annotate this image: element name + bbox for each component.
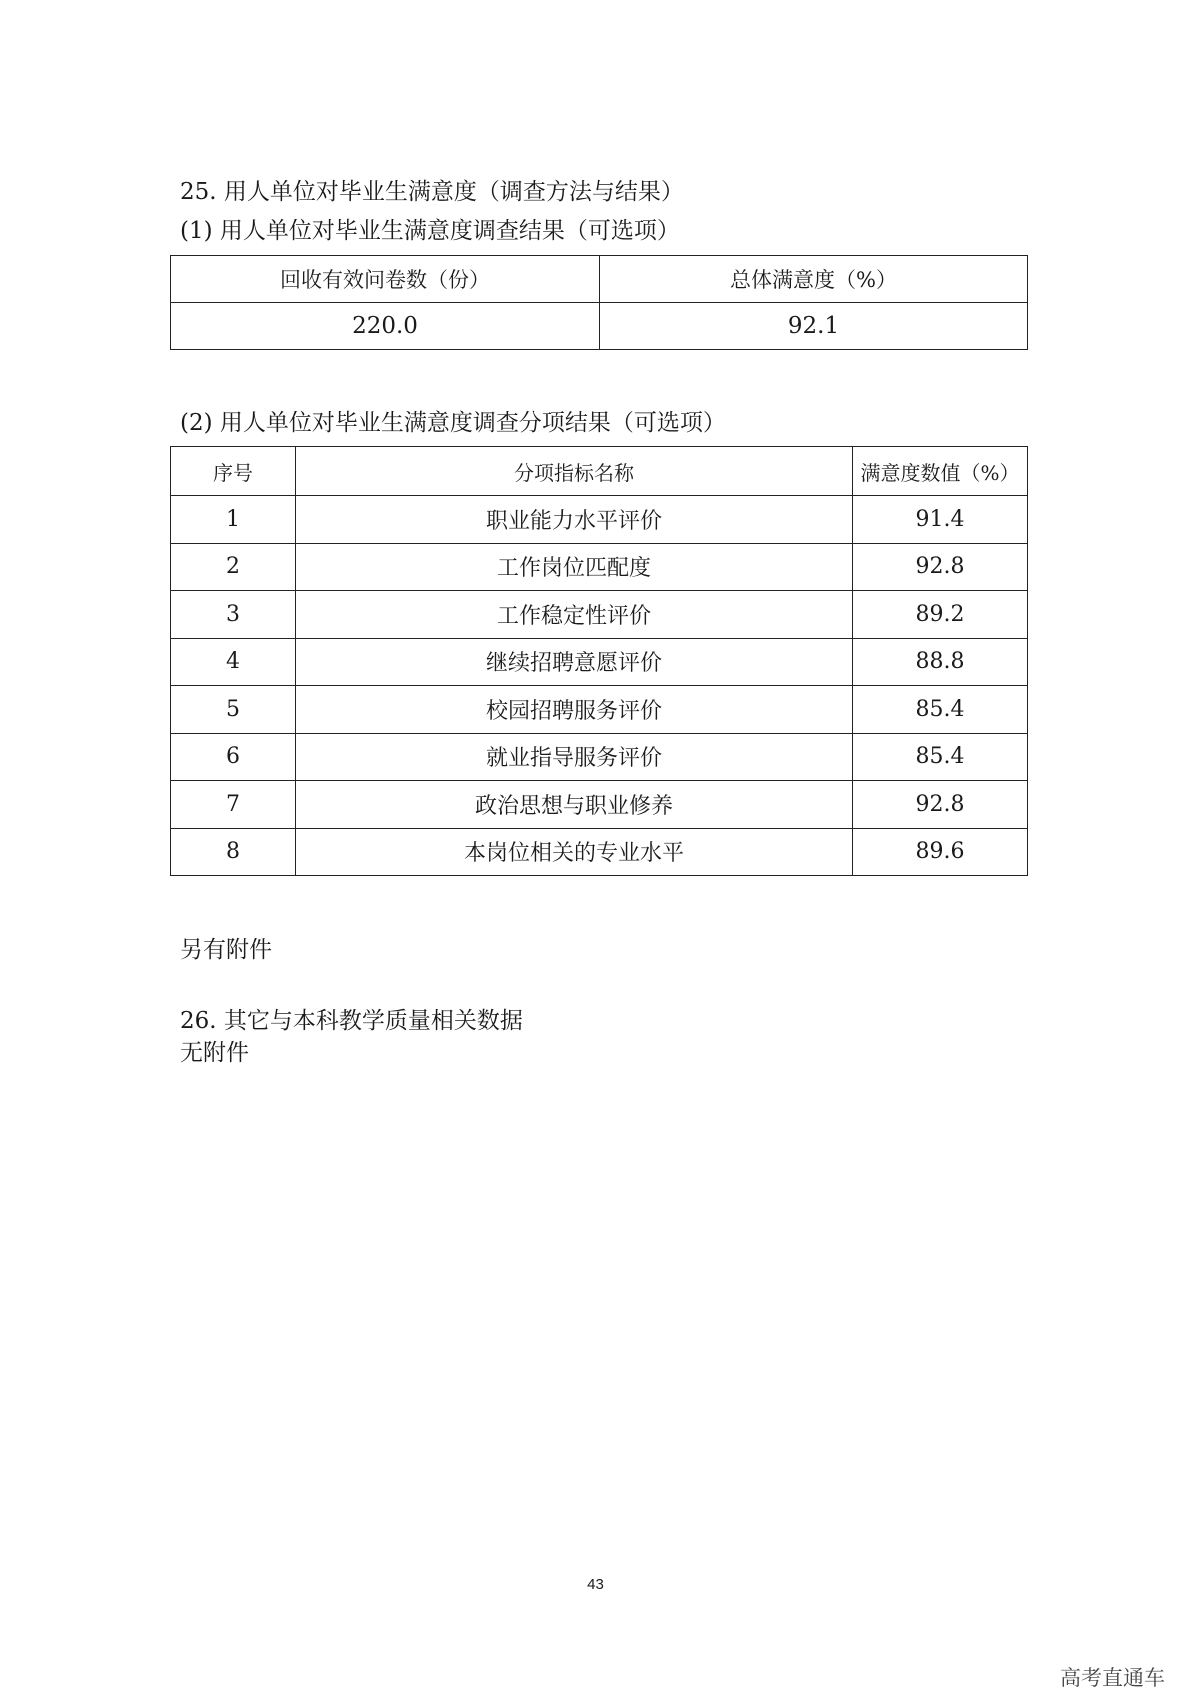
row-indicator-name: 继续招聘意愿评价 bbox=[296, 638, 853, 686]
header-serial-no: 序号 bbox=[171, 447, 296, 496]
row-indicator-name: 就业指导服务评价 bbox=[296, 733, 853, 781]
table-header-row bbox=[171, 256, 1028, 303]
watermark: 高考直通车 bbox=[1060, 1667, 1165, 1690]
header-overall-satisfaction: 总体满意度（%） bbox=[600, 256, 1028, 303]
row-no: 5 bbox=[171, 686, 296, 734]
value-overall-satisfaction: 92.1 bbox=[600, 303, 1028, 350]
row-no: 3 bbox=[171, 591, 296, 639]
row-indicator-name: 校园招聘服务评价 bbox=[296, 686, 853, 734]
row-no: 8 bbox=[171, 828, 296, 876]
row-no: 4 bbox=[171, 638, 296, 686]
overall-satisfaction-table bbox=[170, 255, 1028, 350]
table-1-title: (1) 用人单位对毕业生满意度调查结果（可选项） bbox=[180, 218, 680, 244]
row-value: 89.2 bbox=[853, 591, 1028, 639]
header-questionnaire-count: 回收有效问卷数（份） bbox=[171, 256, 600, 303]
row-no: 1 bbox=[171, 496, 296, 544]
header-indicator-name: 分项指标名称 bbox=[296, 447, 853, 496]
row-value: 92.8 bbox=[853, 543, 1028, 591]
row-indicator-name: 职业能力水平评价 bbox=[296, 496, 853, 544]
row-value: 85.4 bbox=[853, 686, 1028, 734]
table-row bbox=[171, 686, 1028, 734]
table-row bbox=[171, 303, 1028, 350]
row-no: 7 bbox=[171, 781, 296, 829]
row-value: 91.4 bbox=[853, 496, 1028, 544]
table-row bbox=[171, 496, 1028, 544]
table-header-row bbox=[171, 447, 1028, 496]
table-row bbox=[171, 733, 1028, 781]
header-satisfaction-value: 满意度数值（%） bbox=[853, 447, 1028, 496]
table-2-title: (2) 用人单位对毕业生满意度调查分项结果（可选项） bbox=[180, 410, 726, 436]
row-value: 89.6 bbox=[853, 828, 1028, 876]
row-indicator-name: 政治思想与职业修养 bbox=[296, 781, 853, 829]
row-value: 92.8 bbox=[853, 781, 1028, 829]
section-26-heading: 26. 其它与本科教学质量相关数据 bbox=[180, 1008, 523, 1034]
section-25-attachment-note: 另有附件 bbox=[180, 937, 272, 963]
row-indicator-name: 工作岗位匹配度 bbox=[296, 543, 853, 591]
table-row bbox=[171, 543, 1028, 591]
section-25-heading: 25. 用人单位对毕业生满意度（调查方法与结果） bbox=[180, 179, 684, 205]
section-26-attachment-note: 无附件 bbox=[180, 1040, 249, 1066]
table-row bbox=[171, 781, 1028, 829]
page-number: 43 bbox=[587, 1576, 604, 1593]
table-row bbox=[171, 591, 1028, 639]
row-indicator-name: 工作稳定性评价 bbox=[296, 591, 853, 639]
row-no: 2 bbox=[171, 543, 296, 591]
table-row bbox=[171, 828, 1028, 876]
itemized-satisfaction-table bbox=[170, 446, 1028, 876]
row-value: 85.4 bbox=[853, 733, 1028, 781]
row-indicator-name: 本岗位相关的专业水平 bbox=[296, 828, 853, 876]
table-row bbox=[171, 638, 1028, 686]
row-value: 88.8 bbox=[853, 638, 1028, 686]
row-no: 6 bbox=[171, 733, 296, 781]
value-questionnaire-count: 220.0 bbox=[171, 303, 600, 350]
